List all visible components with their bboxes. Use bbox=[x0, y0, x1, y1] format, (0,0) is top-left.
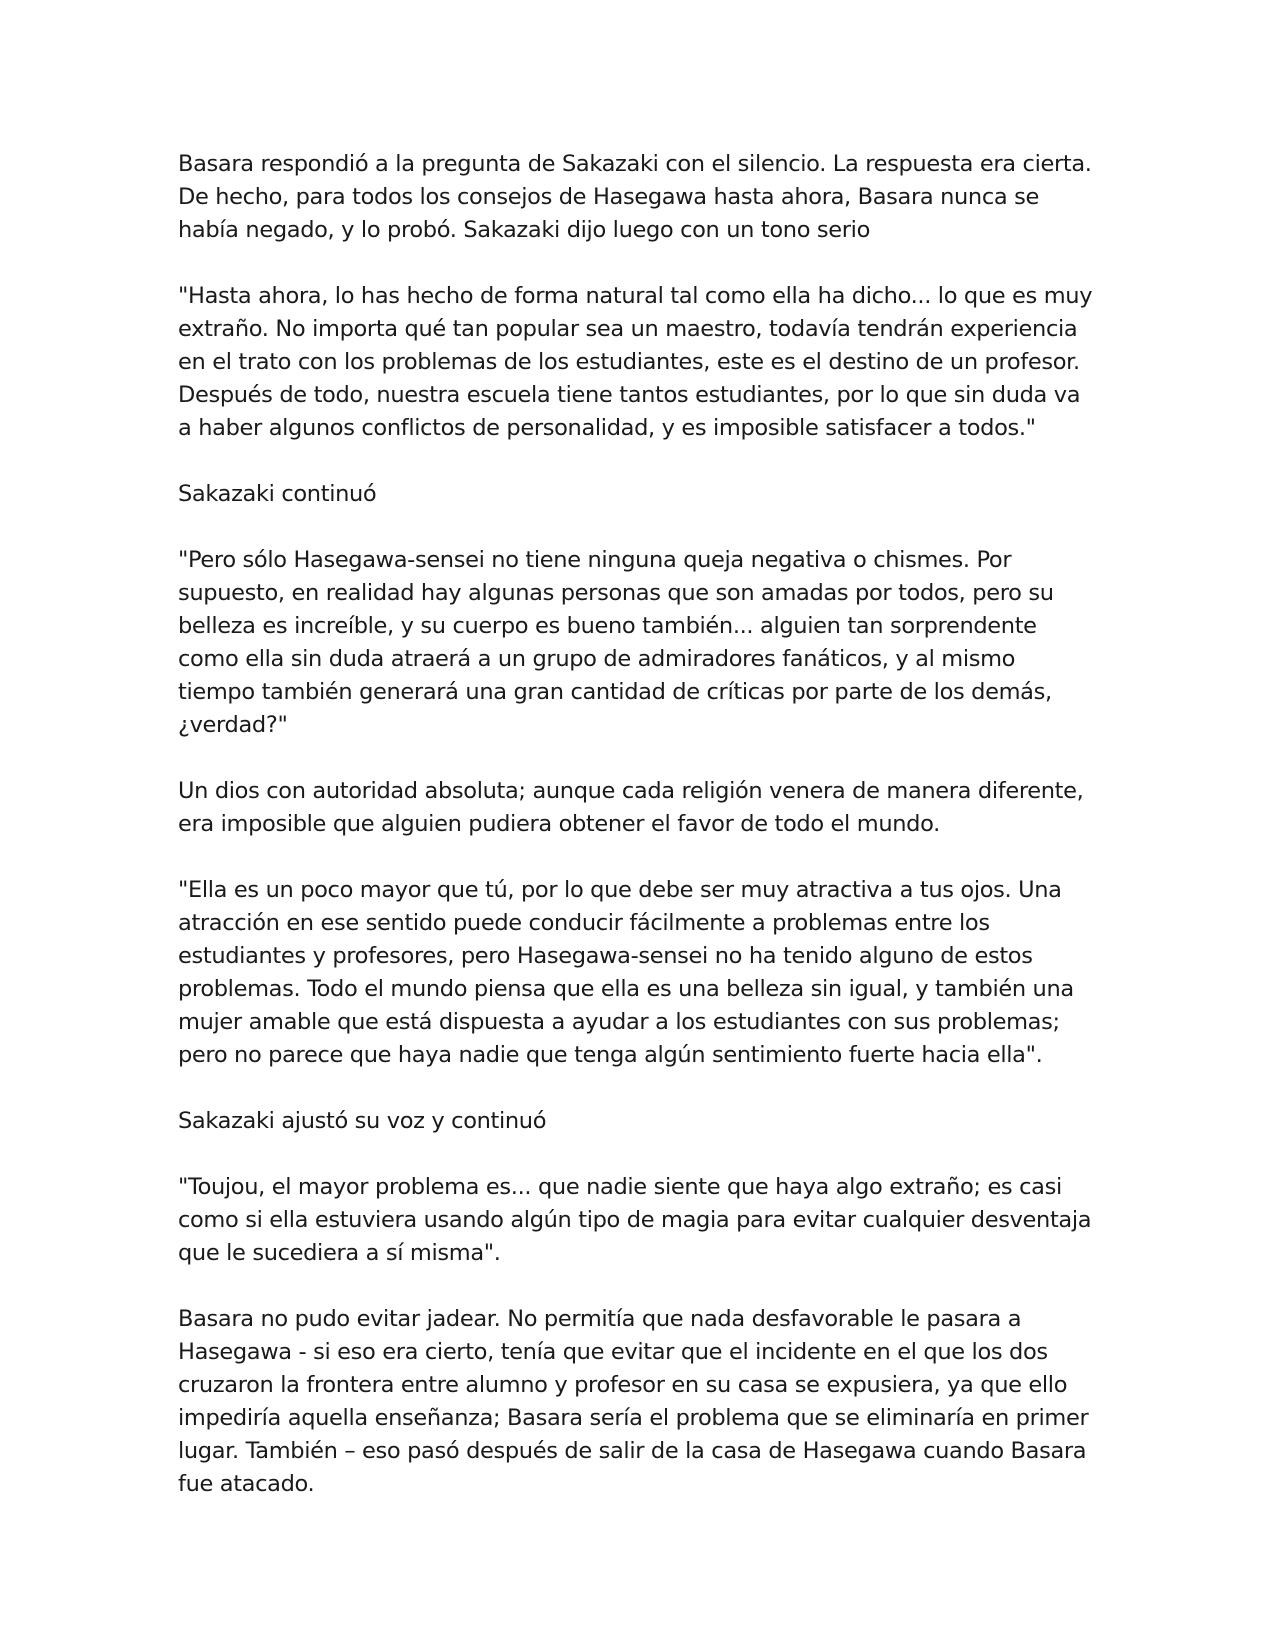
paragraph: "Ella es un poco mayor que tú, por lo que debe ser muy atractiva a tus ojos. Una atracción en ese sentido puede conducir fácilmente a problemas entre los estudiantes y profesores, pero Hasegawa-sensei no ha tenido alguno de estos problemas. Todo el mundo piensa que ella es una belleza sin igual, y también una mujer amable que está dispuesta a ayudar a los estudiantes con sus problemas; pero no parece que haya nadie que tenga algún sentimiento fuerte hacia ella". bbox=[178, 877, 1074, 1068]
paragraph: Sakazaki ajustó su voz y continuó bbox=[178, 1108, 547, 1134]
paragraph: "Toujou, el mayor problema es... que nadie siente que haya algo extraño; es casi como si ella estuviera usando algún tipo de magia para evitar cualquier desventaja que le sucediera a sí misma". bbox=[178, 1174, 1092, 1266]
paragraph: Sakazaki continuó bbox=[178, 481, 377, 507]
paragraph: Basara respondió a la pregunta de Sakazaki con el silencio. La respuesta era cierta. De hecho, para todos los consejos de Hasegawa hasta ahora, Basara nunca se había negado, y lo probó. Sakazaki dijo luego con un tono serio bbox=[178, 151, 1092, 243]
document-body bbox=[178, 148, 1098, 1534]
paragraph: "Hasta ahora, lo has hecho de forma natural tal como ella ha dicho... lo que es muy extraño. No importa qué tan popular sea un maestro, todavía tendrán experiencia en el trato con los problemas de los estudiantes, este es el destino de un profesor. Después de todo, nuestra escuela tiene tantos estudiantes, por lo que sin duda va a haber algunos conflictos de personalidad, y es imposible satisfacer a todos." bbox=[178, 283, 1093, 441]
paragraph: Un dios con autoridad absoluta; aunque cada religión venera de manera diferente, era imposible que alguien pudiera obtener el favor de todo el mundo. bbox=[178, 778, 1084, 837]
paragraph: Basara no pudo evitar jadear. No permitía que nada desfavorable le pasara a Hasegawa - si eso era cierto, tenía que evitar que el incidente en el que los dos cruzaron la frontera entre alumno y profesor en su casa se expusiera, ya que ello impediría aquella enseñanza; Basara sería el problema que se eliminaría en primer lugar. También – eso pasó después de salir de la casa de Hasegawa cuando Basara fue atacado. bbox=[178, 1306, 1089, 1497]
paragraph: "Pero sólo Hasegawa-sensei no tiene ninguna queja negativa o chismes. Por supuesto, en realidad hay algunas personas que son amadas por todos, pero su belleza es increíble, y su cuerpo es bueno también... alguien tan sorprendente como ella sin duda atraerá a un grupo de admiradores fanáticos, y al mismo tiempo también generará una gran cantidad de críticas por parte de los demás, ¿verdad?" bbox=[178, 547, 1054, 738]
